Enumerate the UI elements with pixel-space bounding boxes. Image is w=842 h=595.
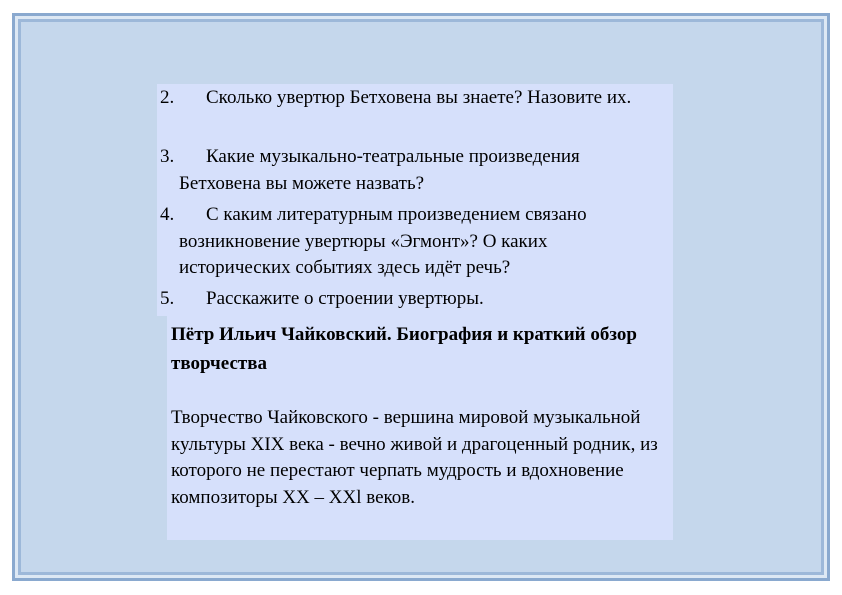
question-text: Какие музыкально-театральные произведения Бетховена вы можете назвать? xyxy=(179,146,580,194)
biography-section xyxy=(167,316,673,540)
question-number: 4. xyxy=(160,204,175,225)
list-item xyxy=(157,85,637,112)
question-text: С каким литературным произведением связано возникновение увертюры «Эгмонт»? О каких исторических событиях здесь идёт речь? xyxy=(179,204,587,278)
list-item xyxy=(157,286,637,313)
body-paragraph: Творчество Чайковского - вершина мировой музыкальной культуры XIX века - вечно живой и драгоценный родник, из которого не перестают черпать мудрость и вдохновение композиторы XX – XXl веков. xyxy=(171,407,658,508)
question-text: Расскажите о строении увертюры. xyxy=(206,288,484,309)
question-number: 3. xyxy=(160,146,175,167)
section-heading: Пётр Ильич Чайковский. Биография и краткий обзор творчества xyxy=(171,324,637,374)
questions-list xyxy=(157,84,673,316)
list-item xyxy=(157,144,637,197)
list-item xyxy=(157,202,637,282)
question-number: 5. xyxy=(160,288,175,309)
question-text: Сколько увертюр Бетховена вы знаете? Назовите их. xyxy=(206,87,632,108)
question-number: 2. xyxy=(160,87,175,108)
